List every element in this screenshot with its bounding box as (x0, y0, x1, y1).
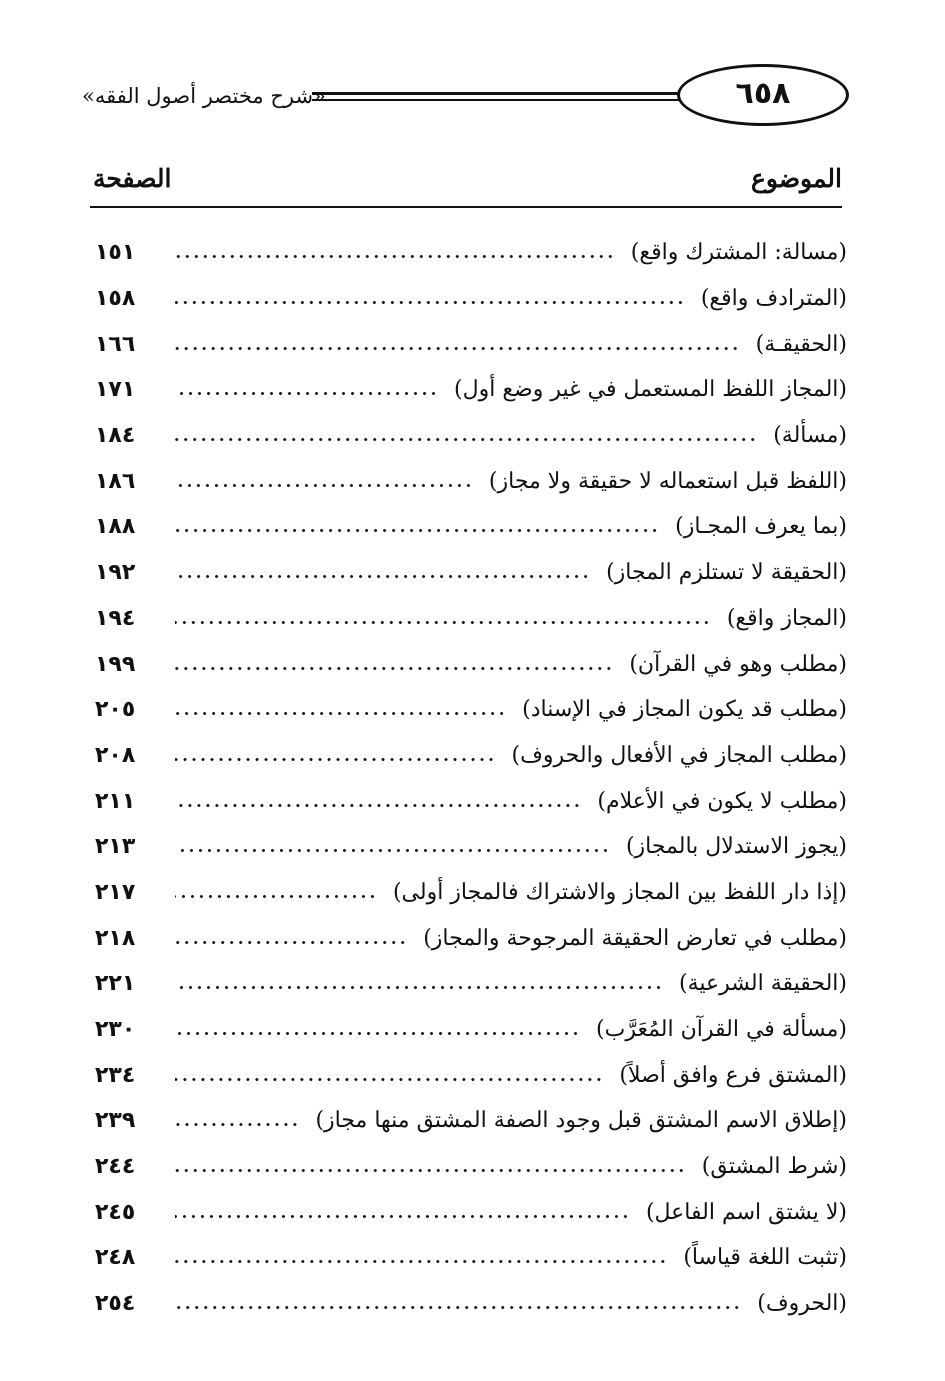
toc-entry (95, 367, 847, 413)
entry-title: (يجوز الاستدلال بالمجاز) (625, 834, 847, 860)
entry-page-number: ٢٤٨ (95, 1245, 136, 1271)
entry-page-number: ١٨٤ (95, 423, 136, 449)
page-number: ٦٥٨ (677, 64, 849, 126)
toc-list (95, 230, 847, 1327)
dot-leader (175, 757, 496, 762)
dot-leader (175, 1259, 667, 1264)
dot-leader (175, 985, 663, 990)
toc-entry (95, 733, 847, 779)
toc-entry (95, 687, 847, 733)
dot-leader (175, 620, 711, 625)
entry-page-number: ٢٣٩ (95, 1108, 136, 1134)
entry-page-number: ١٩٩ (95, 651, 136, 677)
dot-leader (175, 1168, 686, 1173)
entry-title: (المترادف واقع) (700, 286, 847, 312)
entry-title: (مطلب في تعارض الحقيقة المرجوحة والمجاز) (423, 925, 847, 951)
dot-leader (175, 391, 438, 396)
toc-entry (95, 321, 847, 367)
entry-title: (اللفظ قبل استعماله لا حقيقة ولا مجاز) (488, 468, 847, 494)
entry-page-number: ٢٥٤ (95, 1291, 136, 1317)
dot-leader (175, 483, 473, 488)
toc-entry (95, 915, 847, 961)
dot-leader (175, 940, 407, 945)
entry-page-number: ٢٣٠ (95, 1017, 136, 1043)
toc-entry (95, 870, 847, 916)
entry-title: (المجاز واقع) (726, 605, 847, 631)
toc-entry (95, 458, 847, 504)
entry-page-number: ١٦٦ (95, 331, 136, 357)
entry-page-number: ٢١٣ (95, 834, 136, 860)
toc-entry (95, 596, 847, 642)
toc-entry (95, 1098, 847, 1144)
entry-title: (المجاز اللفظ المستعمل في غير وضع أول) (454, 377, 847, 403)
dot-leader (175, 666, 613, 671)
dot-leader (175, 1305, 741, 1310)
page-header (80, 62, 845, 132)
toc-entry (95, 504, 847, 550)
toc-entry (95, 1235, 847, 1281)
entry-page-number: ٢١٧ (95, 879, 136, 905)
toc-entry (95, 824, 847, 870)
toc-entry (95, 550, 847, 596)
dot-leader (175, 346, 740, 351)
page-column-label: الصفحة (93, 164, 172, 193)
entry-title: (الحقيقـة) (755, 331, 847, 357)
entry-title: (مطلب لا يكون في الأعلام) (597, 788, 847, 814)
entry-page-number: ٢٣٤ (95, 1062, 136, 1088)
dot-leader (175, 574, 590, 579)
dot-leader (175, 437, 757, 442)
dot-leader (175, 1077, 603, 1082)
entry-title: (إذا دار اللفظ بين المجاز والاشتراك فالمجاز أولى) (392, 879, 847, 905)
entry-title: (تثبت اللغة قياساً) (683, 1245, 847, 1271)
toc-entry (95, 1052, 847, 1098)
entry-title: (الحقيقة لا تستلزم المجاز) (606, 560, 847, 586)
entry-page-number: ١٨٦ (95, 468, 136, 494)
entry-title: (مطلب قد يكون المجاز في الإسناد) (522, 697, 847, 723)
dot-leader (175, 894, 377, 899)
entry-page-number: ١٩٤ (95, 605, 136, 631)
toc-entry (95, 641, 847, 687)
dot-leader (175, 528, 659, 533)
toc-entry (95, 1007, 847, 1053)
entry-page-number: ١٩٢ (95, 560, 136, 586)
dot-leader (175, 300, 685, 305)
entry-page-number: ٢٢١ (95, 971, 136, 997)
dot-leader (175, 848, 610, 853)
entry-title: (بما يعرف المجـاز) (675, 514, 847, 540)
entry-title: (الحروف) (757, 1291, 847, 1317)
entry-page-number: ٢٤٥ (95, 1199, 136, 1225)
entry-page-number: ١٧١ (95, 377, 136, 403)
entry-page-number: ١٥٨ (95, 286, 136, 312)
dot-leader (175, 254, 615, 259)
entry-title: (مطلب المجاز في الأفعال والحروف) (511, 742, 847, 768)
entry-title: (لا يشتق اسم الفاعل) (645, 1199, 847, 1225)
entry-title: (الحقيقة الشرعية) (678, 971, 847, 997)
toc-entry (95, 276, 847, 322)
dot-leader (175, 711, 506, 716)
entry-page-number: ١٥١ (95, 240, 136, 266)
entry-title: (مسألة في القرآن المُعَرَّب) (596, 1017, 847, 1043)
toc-entry (95, 961, 847, 1007)
toc-entry (95, 230, 847, 276)
dot-leader (175, 1122, 299, 1127)
dot-leader (175, 803, 581, 808)
entry-page-number: ١٨٨ (95, 514, 136, 540)
toc-entry (95, 778, 847, 824)
toc-entry (95, 1144, 847, 1190)
entry-title: (مسألة) (773, 423, 847, 449)
entry-title: (المشتق فرع وافق أصلاً) (619, 1062, 847, 1088)
entry-page-number: ٢١٨ (95, 925, 136, 951)
entry-title: (مسالة: المشترك واقع) (630, 240, 847, 266)
dot-leader (175, 1214, 630, 1219)
toc-entry (95, 1281, 847, 1327)
column-header (90, 162, 842, 208)
dot-leader (175, 1031, 580, 1036)
toc-entry (95, 413, 847, 459)
entry-page-number: ٢٠٨ (95, 742, 136, 768)
entry-title: (شرط المشتق) (701, 1154, 847, 1180)
topic-column-label: الموضوع (751, 164, 842, 193)
toc-entry (95, 1189, 847, 1235)
entry-page-number: ٢٤٤ (95, 1154, 136, 1180)
entry-title: (مطلب وهو في القرآن) (629, 651, 847, 677)
entry-title: (إطلاق الاسم المشتق قبل وجود الصفة المشتق منها مجاز) (315, 1108, 847, 1134)
entry-page-number: ٢٠٥ (95, 697, 136, 723)
entry-page-number: ٢١١ (95, 788, 136, 814)
running-title: «شرح مختصر أصول الفقه» (82, 84, 326, 108)
